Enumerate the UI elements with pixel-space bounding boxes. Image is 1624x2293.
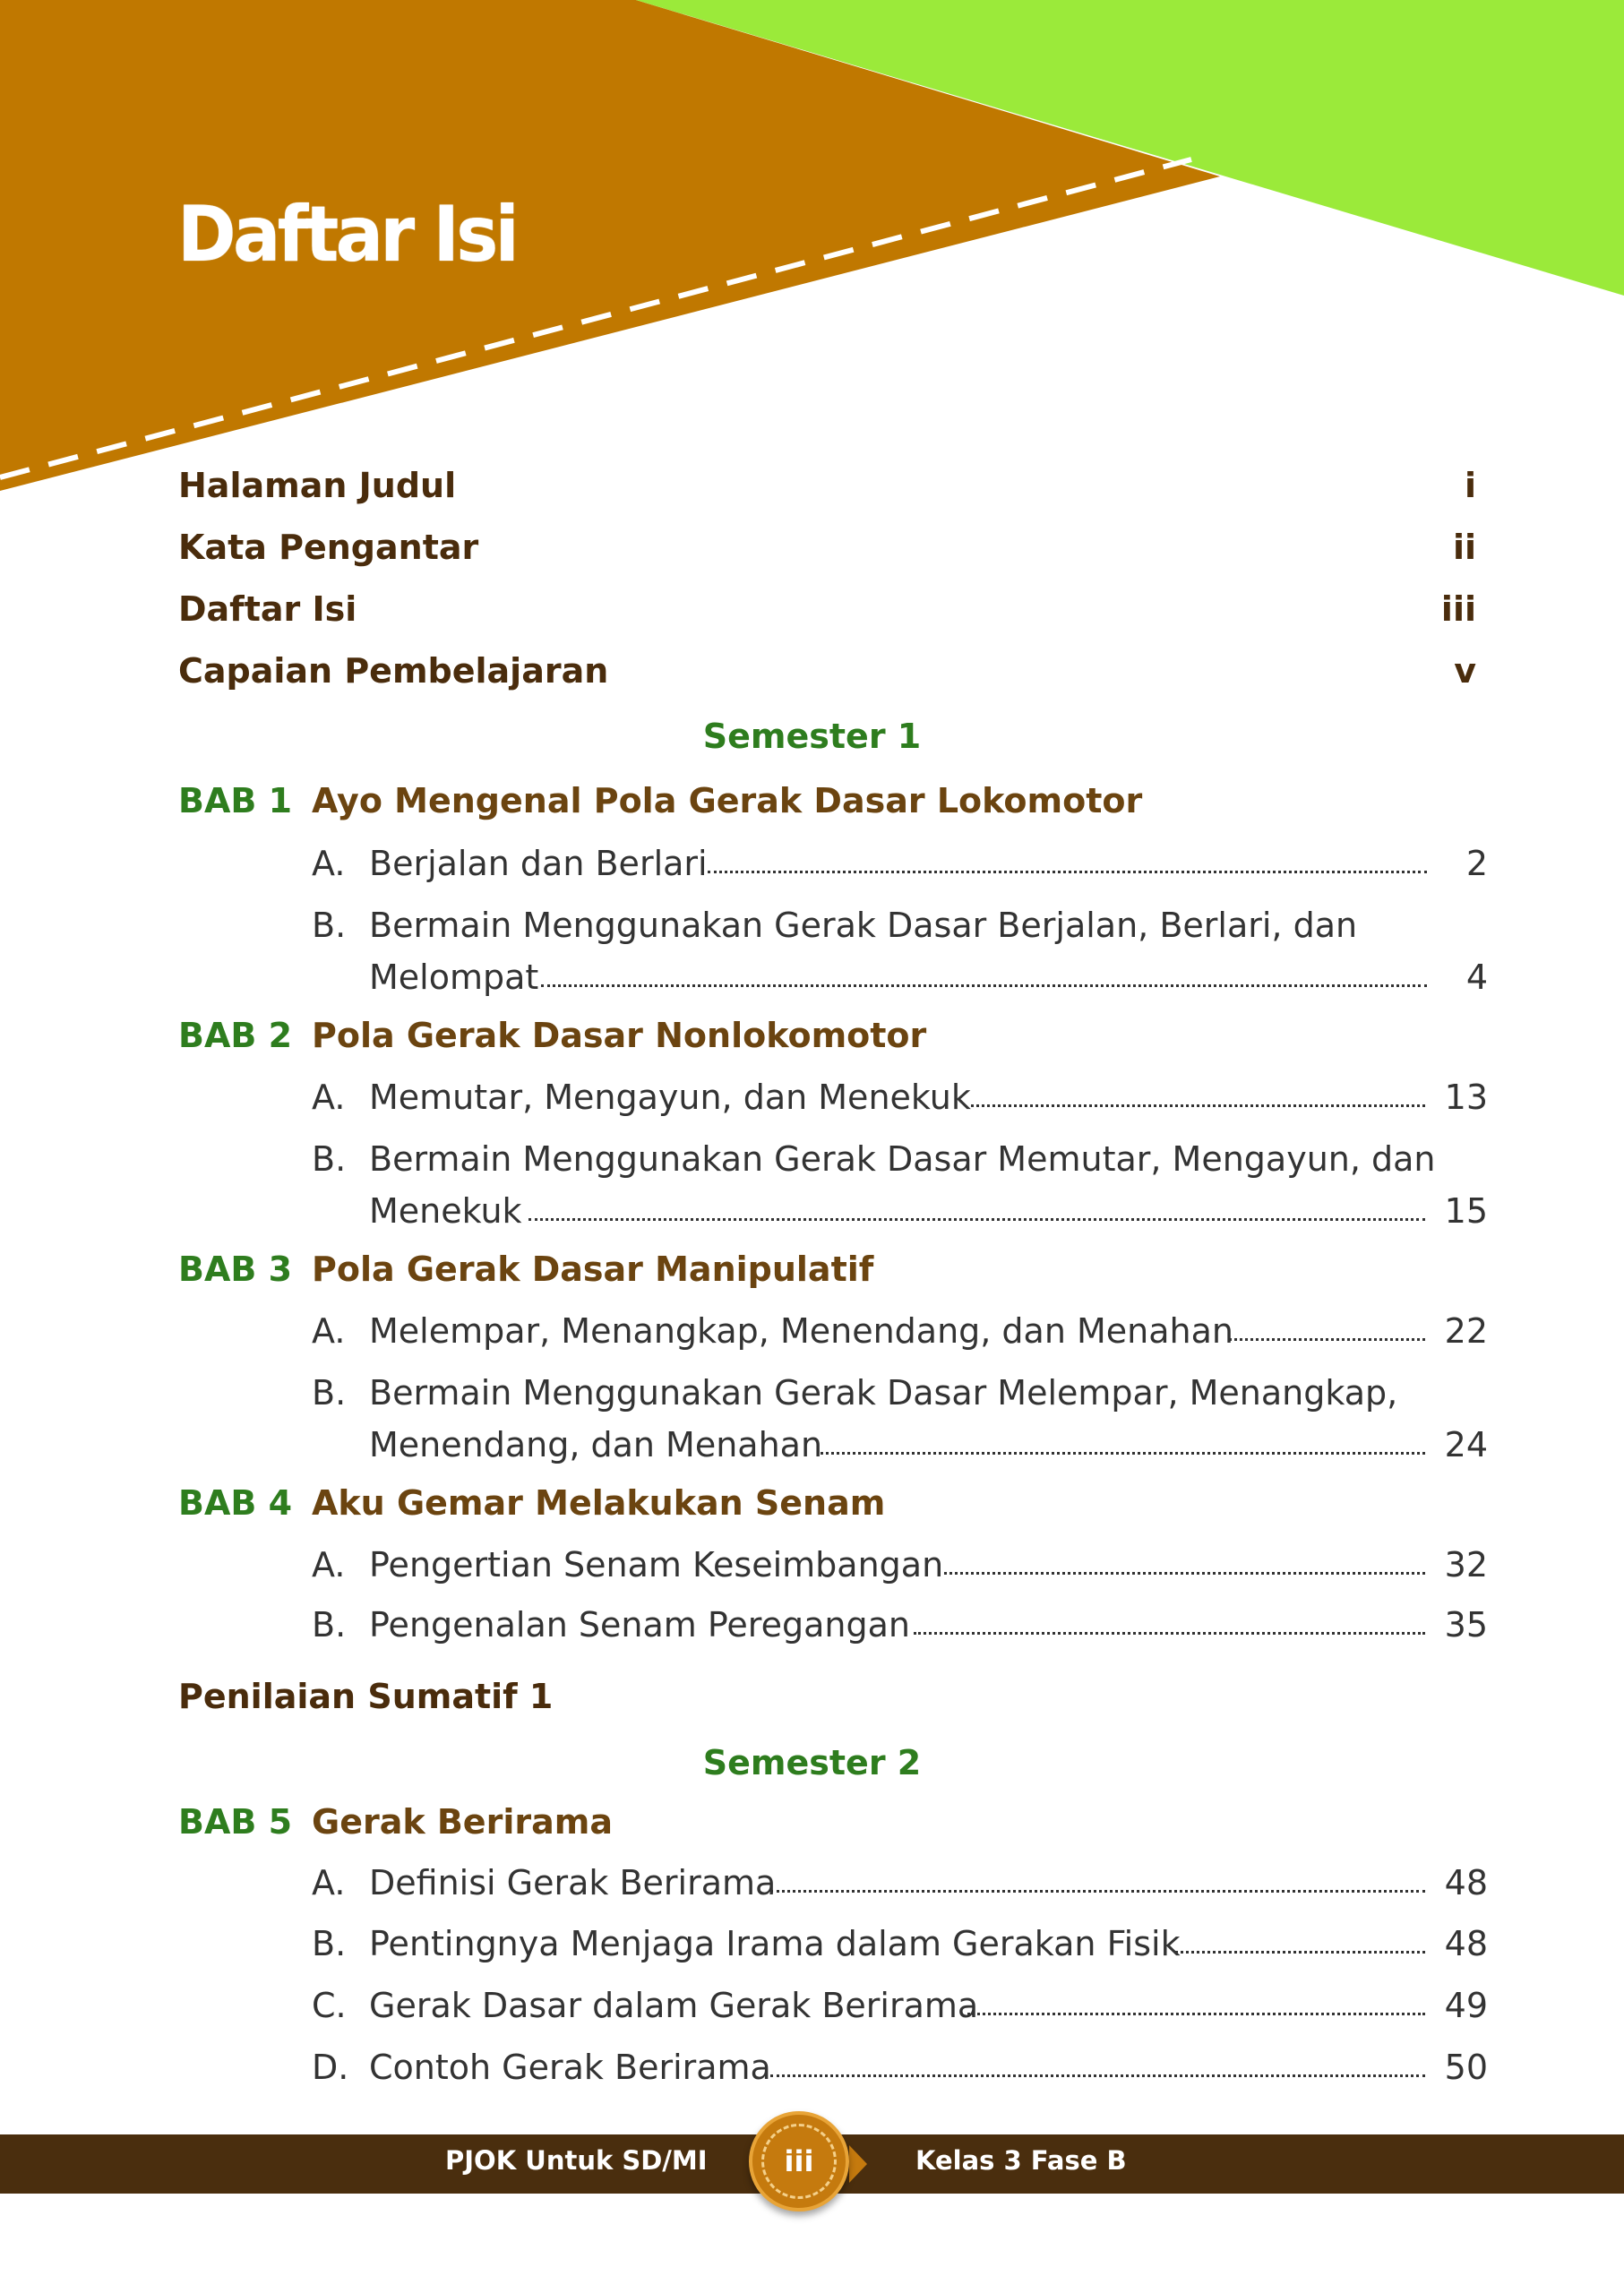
dot-leader	[528, 1218, 1425, 1221]
chapter-number: BAB 4	[178, 1483, 293, 1523]
dot-leader	[770, 1890, 1425, 1893]
page-number: iii	[784, 2144, 814, 2178]
toc-label: Halaman Judul	[178, 466, 457, 505]
entry-text: Menendang, dan Menahan	[369, 1425, 823, 1464]
chapter-number: BAB 5	[178, 1802, 293, 1842]
dot-leader	[967, 2013, 1425, 2015]
entry-page: 15	[1444, 1191, 1488, 1231]
entry-text: Melempar, Menangkap, Menendang, dan Menahan	[369, 1311, 1233, 1351]
entry-page: 49	[1444, 1986, 1488, 2025]
dot-leader	[944, 1572, 1425, 1575]
dot-leader	[541, 984, 1427, 987]
entry-text: Menekuk	[369, 1191, 522, 1231]
chapter-number: BAB 3	[178, 1250, 293, 1289]
entry-text: Pengenalan Senam Peregangan	[369, 1605, 910, 1645]
page-title: Daftar Isi	[177, 190, 517, 279]
entry-letter: D.	[312, 2048, 349, 2087]
entry-page: 13	[1444, 1078, 1488, 1117]
footer-class-label: Kelas 3 Fase B	[915, 2145, 1127, 2176]
chapter-title: Aku Gemar Melakukan Senam	[312, 1483, 886, 1523]
entry-letter: B.	[312, 1605, 347, 1645]
entry-letter: A.	[312, 1863, 346, 1902]
dot-leader	[1229, 1338, 1425, 1341]
entry-letter: B.	[312, 1139, 347, 1179]
entry-letter: B.	[312, 1373, 347, 1413]
toc-page: v	[1454, 651, 1476, 691]
entry-text: Gerak Dasar dalam Gerak Berirama	[369, 1986, 979, 2025]
dot-leader	[821, 1452, 1425, 1455]
entry-text: Bermain Menggunakan Gerak Dasar Melempar, Menangkap,	[369, 1373, 1398, 1413]
entry-text: Bermain Menggunakan Gerak Dasar Memutar, Mengayun, dan	[369, 1139, 1436, 1179]
entry-text: Berjalan dan Berlari	[369, 844, 708, 883]
entry-letter: A.	[312, 844, 346, 883]
toc-label: Kata Pengantar	[178, 528, 479, 567]
entry-text: Memutar, Mengayun, dan Menekuk	[369, 1078, 971, 1117]
entry-text: Pengertian Senam Keseimbangan	[369, 1545, 944, 1584]
toc-label: Capaian Pembelajaran	[178, 651, 609, 691]
entry-letter: A.	[312, 1545, 346, 1584]
entry-page: 22	[1444, 1311, 1488, 1351]
entry-text: Definisi Gerak Berirama	[369, 1863, 777, 1902]
entry-page: 50	[1444, 2048, 1488, 2087]
entry-page: 2	[1465, 844, 1488, 883]
toc-label: Daftar Isi	[178, 589, 357, 629]
entry-page: 4	[1465, 958, 1488, 997]
dot-leader	[770, 2074, 1425, 2077]
entry-letter: B.	[312, 906, 347, 945]
toc-page: iii	[1440, 589, 1476, 629]
dot-leader	[1175, 1951, 1425, 1954]
chapter-title: Pola Gerak Dasar Nonlokomotor	[312, 1016, 927, 1055]
dot-leader	[708, 871, 1427, 873]
entry-text: Melompat	[369, 958, 539, 997]
dot-leader	[971, 1104, 1425, 1107]
chapter-title: Gerak Berirama	[312, 1802, 613, 1842]
entry-text: Bermain Menggunakan Gerak Dasar Berjalan, Berlari, dan	[369, 906, 1358, 945]
footer-book-title: PJOK Untuk SD/MI	[445, 2145, 708, 2176]
toc-label: Penilaian Sumatif 1	[178, 1677, 554, 1716]
entry-letter: A.	[312, 1078, 346, 1117]
entry-letter: A.	[312, 1311, 346, 1351]
entry-page: 24	[1444, 1425, 1488, 1464]
toc-page: ii	[1452, 528, 1476, 567]
semester-heading: Semester 2	[702, 1743, 922, 1782]
toc-page: i	[1464, 466, 1476, 505]
entry-letter: C.	[312, 1986, 347, 2025]
chapter-title: Ayo Mengenal Pola Gerak Dasar Lokomotor	[312, 781, 1143, 820]
entry-text: Pentingnya Menjaga Irama dalam Gerakan Fisik	[369, 1924, 1181, 1963]
semester-heading: Semester 1	[702, 717, 922, 756]
entry-page: 32	[1444, 1545, 1488, 1584]
page-number-badge	[749, 2111, 849, 2211]
entry-page: 48	[1444, 1863, 1488, 1902]
entry-page: 35	[1444, 1605, 1488, 1645]
entry-text: Contoh Gerak Berirama	[369, 2048, 771, 2087]
entry-letter: B.	[312, 1924, 347, 1963]
badge-arrow-icon	[849, 2145, 867, 2183]
chapter-number: BAB 1	[178, 781, 293, 820]
entry-page: 48	[1444, 1924, 1488, 1963]
chapter-number: BAB 2	[178, 1016, 293, 1055]
dot-leader	[914, 1632, 1425, 1635]
chapter-title: Pola Gerak Dasar Manipulatif	[312, 1250, 874, 1289]
